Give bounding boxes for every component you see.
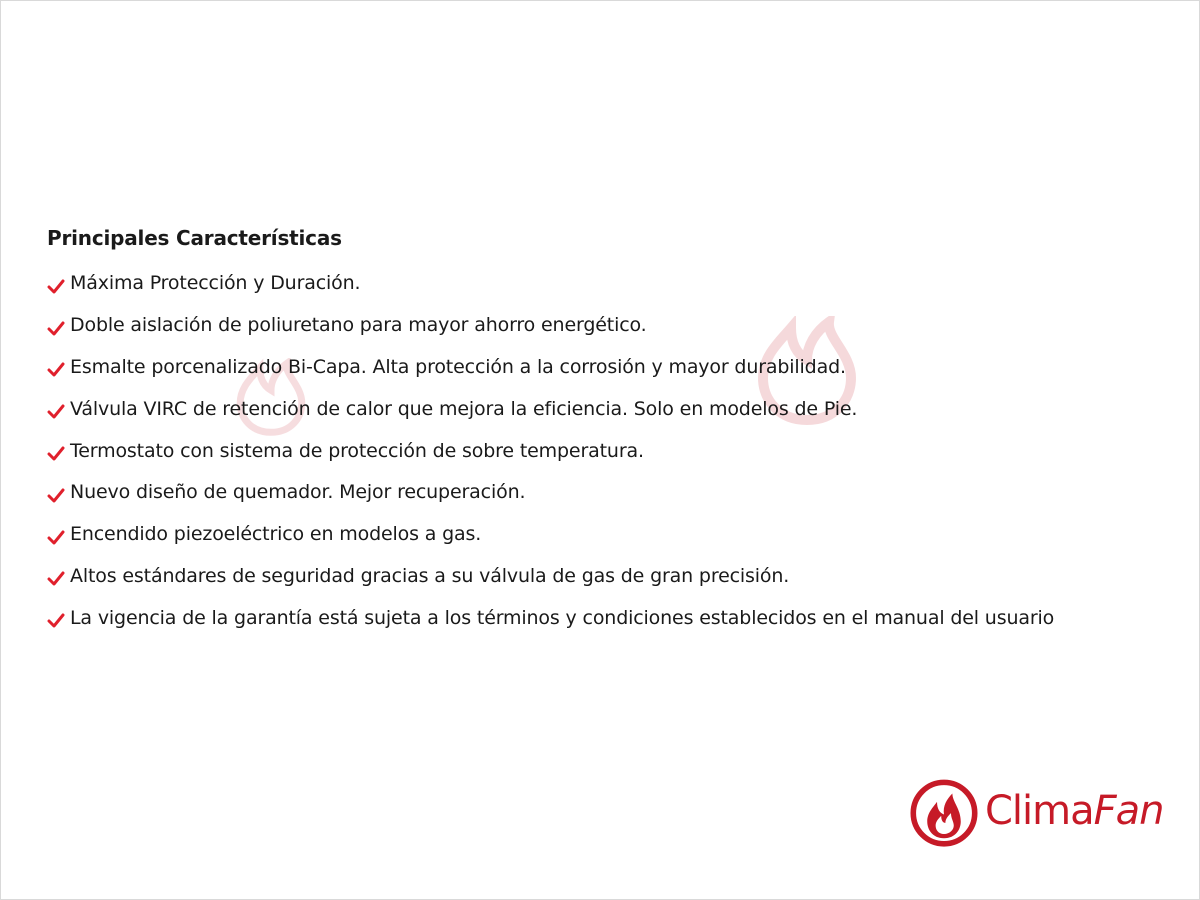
feature-text: Máxima Protección y Duración. xyxy=(70,272,361,295)
feature-text: Encendido piezoeléctrico en modelos a gas. xyxy=(70,523,482,546)
feature-text: Doble aislación de poliuretano para mayor ahorro energético. xyxy=(70,314,647,337)
feature-item xyxy=(47,388,1187,430)
check-icon xyxy=(47,530,65,546)
feature-text: Altos estándares de seguridad gracias a su válvula de gas de gran precisión. xyxy=(70,564,790,587)
check-icon xyxy=(47,613,65,629)
check-icon xyxy=(47,571,65,587)
check-icon xyxy=(47,446,65,462)
feature-text: La vigencia de la garantía está sujeta a los términos y condiciones establecidos en el manual del usuario xyxy=(70,606,1055,629)
feature-item xyxy=(47,430,1187,472)
feature-text: Válvula VIRC de retención de calor que mejora la eficiencia. Solo en modelos de Pie. xyxy=(70,397,858,420)
feature-item xyxy=(47,556,1187,598)
check-icon xyxy=(47,279,65,295)
feature-item xyxy=(47,514,1187,556)
feature-item xyxy=(47,472,1187,514)
features-section xyxy=(47,222,1187,639)
features-title: Principales Características xyxy=(47,226,342,250)
logo-text-clima: Clima xyxy=(985,788,1094,834)
check-icon xyxy=(47,321,65,337)
check-icon xyxy=(47,488,65,504)
feature-text: Esmalte porcenalizado Bi-Capa. Alta protección a la corrosión y mayor durabilidad. xyxy=(70,355,846,378)
climafan-logo xyxy=(909,772,1171,850)
check-icon xyxy=(47,362,65,378)
feature-text: Nuevo diseño de quemador. Mejor recuperación. xyxy=(70,481,526,504)
logo-wordmark xyxy=(985,788,1164,834)
feature-item xyxy=(47,263,1187,305)
feature-item xyxy=(47,597,1187,639)
check-icon xyxy=(47,404,65,420)
feature-list xyxy=(47,263,1187,639)
feature-text: Termostato con sistema de protección de sobre temperatura. xyxy=(70,439,644,462)
feature-item xyxy=(47,347,1187,389)
flame-icon xyxy=(909,774,979,848)
logo-text-fan: Fan xyxy=(1093,788,1164,834)
feature-item xyxy=(47,305,1187,347)
